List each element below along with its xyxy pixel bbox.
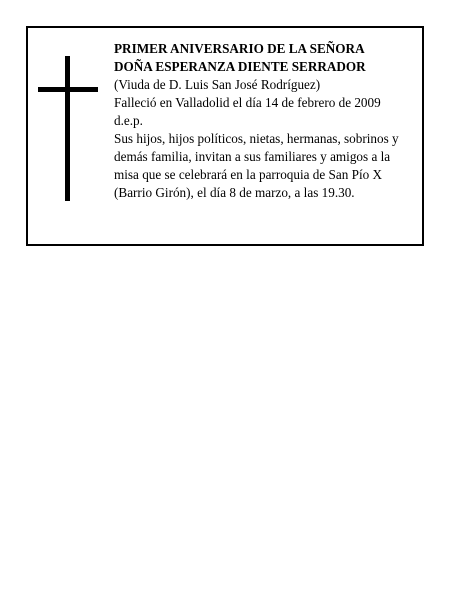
heading-line-2: DOÑA ESPERANZA DIENTE SERRADOR — [114, 59, 366, 74]
invitation-paragraph: Sus hijos, hijos políticos, nietas, hermanas, sobrinos y demás familia, invitan a sus familiares y amigos a la misa que se celebrará en la parroquia de San Pío X (Barrio Girón), el día 8 de marzo, a las 19.30. — [114, 131, 399, 200]
widow-of-line: (Viuda de D. Luis San José Rodríguez) — [114, 77, 321, 92]
cross-horizontal-bar — [38, 87, 98, 92]
notice-text — [114, 40, 416, 202]
obituary-notice — [26, 26, 424, 246]
heading-line-1: PRIMER ANIVERSARIO DE LA SEÑORA — [114, 41, 365, 56]
death-info-line: Falleció en Valladolid el día 14 de febrero de 2009 — [114, 95, 381, 110]
cross-icon — [38, 56, 98, 201]
rip-line: d.e.p. — [114, 113, 143, 128]
cross-vertical-bar — [65, 56, 70, 201]
